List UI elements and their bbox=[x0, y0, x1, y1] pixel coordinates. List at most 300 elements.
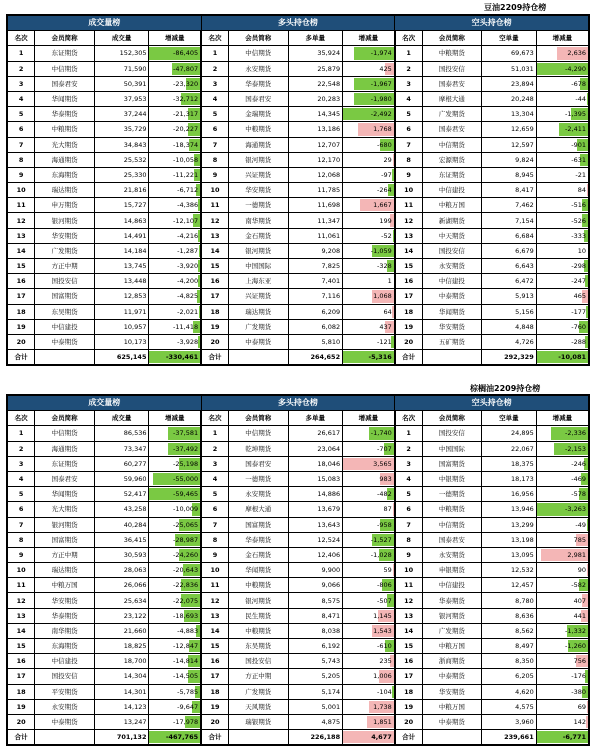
table-row bbox=[8, 228, 589, 243]
change-value: -5,316 bbox=[368, 353, 393, 361]
change-cell bbox=[343, 426, 395, 441]
long-cell: 8,038 bbox=[288, 623, 343, 638]
member-cell: 国泰君安 bbox=[422, 532, 482, 547]
rank-cell: 1 bbox=[201, 426, 228, 441]
change-value: -6,712 bbox=[177, 186, 200, 194]
change-cell bbox=[343, 91, 395, 106]
change-cell bbox=[149, 654, 201, 669]
member-cell: 国泰君安 bbox=[228, 456, 288, 471]
member-cell: 永安期货 bbox=[35, 699, 95, 714]
rank-cell: 17 bbox=[395, 669, 422, 684]
volume-cell: 35,729 bbox=[94, 122, 149, 137]
rank-cell: 10 bbox=[201, 563, 228, 578]
member-cell: 平安期货 bbox=[35, 684, 95, 699]
table-row bbox=[8, 61, 589, 76]
section-title: 成交量榜 bbox=[8, 16, 202, 31]
rank-cell: 20 bbox=[8, 334, 35, 349]
change-value: -28,987 bbox=[173, 536, 200, 544]
table-row bbox=[8, 517, 589, 532]
change-cell bbox=[343, 517, 395, 532]
short-cell: 7,462 bbox=[482, 198, 537, 213]
change-cell bbox=[536, 578, 588, 593]
volume-cell: 11,971 bbox=[94, 304, 149, 319]
change-value: -2,336 bbox=[565, 429, 588, 437]
change-value: -20,643 bbox=[173, 566, 200, 574]
table-row bbox=[8, 608, 589, 623]
table-2-title: 棕榈油2209持仓榜 bbox=[470, 383, 540, 394]
member-cell: 国投安信 bbox=[422, 426, 482, 441]
volume-cell: 86,536 bbox=[94, 426, 149, 441]
member-cell: 国泰君安 bbox=[228, 91, 288, 106]
change-value: -4,825 bbox=[177, 292, 200, 300]
rank-cell: 2 bbox=[395, 61, 422, 76]
rank-cell: 12 bbox=[395, 213, 422, 228]
short-cell: 13,304 bbox=[482, 107, 537, 122]
member-cell: 天风期货 bbox=[228, 699, 288, 714]
long-cell: 5,174 bbox=[288, 684, 343, 699]
change-cell bbox=[343, 228, 395, 243]
change-value: -22,075 bbox=[173, 597, 200, 605]
member-cell: 广发期货 bbox=[35, 243, 95, 258]
member-cell: 华泰期货 bbox=[35, 107, 95, 122]
member-cell: 中信建投 bbox=[422, 183, 482, 198]
volume-cell: 25,330 bbox=[94, 167, 149, 182]
change-cell bbox=[536, 198, 588, 213]
change-value: -578 bbox=[571, 490, 588, 498]
section-title: 成交量榜 bbox=[8, 396, 202, 411]
long-cell: 7,116 bbox=[288, 289, 343, 304]
rank-cell: 11 bbox=[201, 578, 228, 593]
change-cell bbox=[343, 563, 395, 578]
member-cell: 中天期货 bbox=[422, 228, 482, 243]
rank-cell: 12 bbox=[395, 593, 422, 608]
long-cell: 7,401 bbox=[288, 274, 343, 289]
short-cell: 24,895 bbox=[482, 426, 537, 441]
change-cell bbox=[536, 259, 588, 274]
rank-cell: 20 bbox=[201, 714, 228, 729]
member-cell: 华闻期货 bbox=[228, 563, 288, 578]
member-cell: 华安期货 bbox=[228, 183, 288, 198]
change-cell bbox=[149, 122, 201, 137]
long-cell: 14,886 bbox=[288, 487, 343, 502]
member-cell: 中粮期货 bbox=[228, 623, 288, 638]
long-cell: 9,900 bbox=[288, 563, 343, 578]
member-cell: 中国国际 bbox=[228, 259, 288, 274]
change-value: -330,461 bbox=[166, 353, 200, 361]
long-cell: 4,875 bbox=[288, 714, 343, 729]
empty-cell bbox=[228, 730, 288, 745]
section-title: 空头持仓榜 bbox=[395, 16, 589, 31]
change-value: -901 bbox=[571, 141, 588, 149]
change-value: -1,527 bbox=[371, 536, 394, 544]
member-cell: 东海期货 bbox=[35, 639, 95, 654]
member-cell: 申万期货 bbox=[35, 198, 95, 213]
volume-cell: 59,960 bbox=[94, 471, 149, 486]
member-cell: 瑞银期货 bbox=[228, 714, 288, 729]
change-value: -177 bbox=[571, 308, 588, 316]
section-title: 多头持仓榜 bbox=[201, 396, 395, 411]
change-cell bbox=[343, 639, 395, 654]
short-cell: 4,575 bbox=[482, 699, 537, 714]
change-value: -2,021 bbox=[177, 308, 200, 316]
table-row bbox=[8, 639, 589, 654]
change-cell bbox=[149, 487, 201, 502]
volume-cell: 50,391 bbox=[94, 76, 149, 91]
change-cell bbox=[343, 654, 395, 669]
rank-cell: 3 bbox=[201, 76, 228, 91]
member-cell: 中信期货 bbox=[228, 46, 288, 61]
member-cell: 银河期货 bbox=[228, 243, 288, 258]
change-value: -1,395 bbox=[565, 110, 588, 118]
member-cell: 海通期货 bbox=[228, 137, 288, 152]
change-value: -52 bbox=[381, 232, 394, 240]
change-cell bbox=[536, 593, 588, 608]
rank-cell: 15 bbox=[201, 639, 228, 654]
ranking-table-2 bbox=[6, 394, 590, 746]
rank-cell: 5 bbox=[395, 107, 422, 122]
change-cell bbox=[149, 167, 201, 182]
member-cell: 金瑞期货 bbox=[228, 107, 288, 122]
long-cell: 18,046 bbox=[288, 456, 343, 471]
total-row bbox=[8, 730, 589, 745]
change-value: 1 bbox=[388, 277, 394, 285]
rank-cell: 11 bbox=[8, 578, 35, 593]
long-cell: 26,617 bbox=[288, 426, 343, 441]
change-cell bbox=[536, 608, 588, 623]
member-cell: 国泰君安 bbox=[35, 76, 95, 91]
long-cell: 9,208 bbox=[288, 243, 343, 258]
change-value: -516 bbox=[571, 201, 588, 209]
short-cell: 13,946 bbox=[482, 502, 537, 517]
member-cell: 华闻期货 bbox=[35, 487, 95, 502]
rank-cell: 7 bbox=[201, 137, 228, 152]
change-cell bbox=[536, 183, 588, 198]
total-label: 合计 bbox=[395, 350, 422, 365]
long-cell: 35,924 bbox=[288, 46, 343, 61]
short-cell: 6,684 bbox=[482, 228, 537, 243]
rank-cell: 2 bbox=[201, 61, 228, 76]
short-cell: 12,532 bbox=[482, 563, 537, 578]
rank-cell: 11 bbox=[8, 198, 35, 213]
change-value: -10,009 bbox=[173, 505, 200, 513]
short-cell: 4,620 bbox=[482, 684, 537, 699]
change-cell bbox=[343, 183, 395, 198]
volume-cell: 34,843 bbox=[94, 137, 149, 152]
rank-cell: 1 bbox=[201, 46, 228, 61]
change-value: 4,677 bbox=[371, 733, 394, 741]
change-cell bbox=[343, 259, 395, 274]
volume-cell: 14,863 bbox=[94, 213, 149, 228]
change-cell bbox=[536, 730, 588, 745]
table-row bbox=[8, 152, 589, 167]
short-cell: 4,726 bbox=[482, 334, 537, 349]
rank-cell: 12 bbox=[8, 593, 35, 608]
rank-cell: 12 bbox=[201, 213, 228, 228]
table-1-title: 豆油2209持仓榜 bbox=[484, 2, 546, 13]
table-row bbox=[8, 198, 589, 213]
rank-cell: 9 bbox=[395, 547, 422, 562]
change-cell bbox=[536, 91, 588, 106]
member-cell: 中泰期货 bbox=[422, 669, 482, 684]
change-cell bbox=[149, 152, 201, 167]
short-cell: 12,457 bbox=[482, 578, 537, 593]
member-cell: 南华期货 bbox=[35, 623, 95, 638]
short-cell: 3,960 bbox=[482, 714, 537, 729]
change-value: -507 bbox=[377, 597, 394, 605]
change-cell bbox=[536, 334, 588, 349]
member-cell: 中泰期货 bbox=[228, 334, 288, 349]
short-cell: 69,673 bbox=[482, 46, 537, 61]
rank-cell: 13 bbox=[395, 228, 422, 243]
rank-cell: 3 bbox=[201, 456, 228, 471]
member-cell: 一德期货 bbox=[422, 487, 482, 502]
change-cell bbox=[343, 456, 395, 471]
rank-cell: 4 bbox=[8, 471, 35, 486]
rank-cell: 8 bbox=[201, 152, 228, 167]
short-cell: 8,780 bbox=[482, 593, 537, 608]
rank-cell: 6 bbox=[8, 122, 35, 137]
change-value: -5,785 bbox=[177, 688, 200, 696]
change-cell bbox=[149, 61, 201, 76]
change-value: 10 bbox=[578, 247, 588, 255]
change-cell bbox=[149, 517, 201, 532]
change-cell bbox=[149, 714, 201, 729]
rank-cell: 7 bbox=[8, 517, 35, 532]
volume-cell: 36,415 bbox=[94, 532, 149, 547]
rank-cell: 16 bbox=[201, 654, 228, 669]
change-cell bbox=[343, 532, 395, 547]
change-cell bbox=[149, 304, 201, 319]
rank-cell: 19 bbox=[8, 319, 35, 334]
table-row bbox=[8, 183, 589, 198]
change-cell bbox=[536, 547, 588, 562]
change-value: 1,006 bbox=[373, 672, 394, 680]
rank-cell: 17 bbox=[8, 669, 35, 684]
member-cell: 兴证期货 bbox=[228, 289, 288, 304]
change-cell bbox=[536, 471, 588, 486]
rank-cell: 5 bbox=[395, 487, 422, 502]
change-cell bbox=[536, 76, 588, 91]
empty-cell bbox=[422, 350, 482, 365]
short-cell: 6,643 bbox=[482, 259, 537, 274]
change-value: -3,920 bbox=[177, 262, 200, 270]
member-cell: 方正中期 bbox=[228, 669, 288, 684]
change-cell bbox=[536, 243, 588, 258]
change-value: 407 bbox=[574, 597, 588, 605]
member-cell: 民生期货 bbox=[228, 608, 288, 623]
long-cell: 14,345 bbox=[288, 107, 343, 122]
rank-cell: 18 bbox=[395, 684, 422, 699]
change-value: -1,967 bbox=[371, 80, 394, 88]
change-cell bbox=[536, 654, 588, 669]
member-header: 会员简称 bbox=[422, 411, 482, 426]
rank-header: 名次 bbox=[8, 411, 35, 426]
volume-header: 成交量 bbox=[94, 411, 149, 426]
rank-cell: 1 bbox=[8, 46, 35, 61]
change-value: -526 bbox=[571, 217, 588, 225]
change-cell bbox=[536, 517, 588, 532]
empty-cell bbox=[35, 730, 95, 745]
table-row bbox=[8, 456, 589, 471]
short-cell: 8,945 bbox=[482, 167, 537, 182]
section-header-row bbox=[8, 16, 589, 31]
member-cell: 摩根大通 bbox=[422, 91, 482, 106]
rank-cell: 13 bbox=[8, 228, 35, 243]
change-header: 增减量 bbox=[536, 411, 588, 426]
rank-cell: 6 bbox=[395, 502, 422, 517]
change-value: 425 bbox=[379, 65, 393, 73]
change-value: -86,405 bbox=[173, 49, 200, 57]
change-cell bbox=[536, 228, 588, 243]
rank-cell: 14 bbox=[395, 623, 422, 638]
rank-cell: 8 bbox=[395, 152, 422, 167]
member-header: 会员简称 bbox=[35, 411, 95, 426]
empty-cell bbox=[422, 730, 482, 745]
table-row bbox=[8, 578, 589, 593]
change-cell bbox=[536, 426, 588, 441]
change-cell bbox=[536, 714, 588, 729]
change-value: 235 bbox=[379, 657, 393, 665]
change-value: -2,411 bbox=[565, 125, 588, 133]
short-cell: 8,636 bbox=[482, 608, 537, 623]
change-value: -47,807 bbox=[173, 65, 200, 73]
member-cell: 中粮期货 bbox=[228, 578, 288, 593]
change-value: 199 bbox=[379, 217, 393, 225]
long-cell: 9,066 bbox=[288, 578, 343, 593]
rank-cell: 18 bbox=[8, 684, 35, 699]
member-cell: 中银期货 bbox=[422, 471, 482, 486]
change-cell bbox=[343, 578, 395, 593]
rank-cell: 5 bbox=[201, 107, 228, 122]
member-cell: 光大期货 bbox=[35, 502, 95, 517]
rank-cell: 16 bbox=[395, 274, 422, 289]
rank-cell: 9 bbox=[8, 167, 35, 182]
member-cell: 方正中期 bbox=[35, 547, 95, 562]
rank-cell: 6 bbox=[201, 122, 228, 137]
rank-cell: 4 bbox=[395, 471, 422, 486]
section-title: 空头持仓榜 bbox=[395, 396, 589, 411]
change-value: -298 bbox=[571, 262, 588, 270]
change-cell bbox=[149, 669, 201, 684]
rank-cell: 12 bbox=[201, 593, 228, 608]
member-cell: 国富期货 bbox=[228, 517, 288, 532]
member-cell: 广发期货 bbox=[422, 107, 482, 122]
change-value: 2,636 bbox=[567, 49, 588, 57]
change-cell bbox=[149, 76, 201, 91]
rank-cell: 2 bbox=[395, 441, 422, 456]
long-cell: 5,205 bbox=[288, 669, 343, 684]
member-header: 会员简称 bbox=[422, 31, 482, 46]
short-cell: 7,154 bbox=[482, 213, 537, 228]
member-cell: 中粮万国 bbox=[422, 699, 482, 714]
volume-cell: 14,123 bbox=[94, 699, 149, 714]
rank-cell: 19 bbox=[201, 319, 228, 334]
rank-cell: 10 bbox=[395, 563, 422, 578]
volume-cell: 13,745 bbox=[94, 259, 149, 274]
change-cell bbox=[149, 259, 201, 274]
member-cell: 华安期货 bbox=[35, 593, 95, 608]
rank-cell: 3 bbox=[8, 456, 35, 471]
total-volume: 625,145 bbox=[94, 350, 149, 365]
short-cell: 8,497 bbox=[482, 639, 537, 654]
table-row bbox=[8, 213, 589, 228]
member-cell: 东海期货 bbox=[35, 167, 95, 182]
change-value: 437 bbox=[379, 323, 393, 331]
member-cell: 东吴期货 bbox=[228, 639, 288, 654]
change-value: 983 bbox=[379, 475, 393, 483]
volume-cell: 15,727 bbox=[94, 198, 149, 213]
change-value: 756 bbox=[574, 657, 588, 665]
long-cell: 20,283 bbox=[288, 91, 343, 106]
rank-header: 名次 bbox=[8, 31, 35, 46]
change-value: -1,974 bbox=[371, 49, 394, 57]
short-cell: 13,198 bbox=[482, 532, 537, 547]
volume-cell: 13,448 bbox=[94, 274, 149, 289]
short-cell: 6,472 bbox=[482, 274, 537, 289]
change-cell bbox=[343, 334, 395, 349]
change-cell bbox=[343, 350, 395, 365]
change-value: -24,260 bbox=[173, 551, 200, 559]
member-cell: 中泰期货 bbox=[422, 289, 482, 304]
change-cell bbox=[343, 122, 395, 137]
change-value: 3,565 bbox=[373, 460, 394, 468]
rank-cell: 5 bbox=[8, 487, 35, 502]
rank-cell: 3 bbox=[395, 456, 422, 471]
long-cell: 11,061 bbox=[288, 228, 343, 243]
rank-cell: 16 bbox=[395, 654, 422, 669]
member-cell: 华泰期货 bbox=[422, 593, 482, 608]
change-value: -59,465 bbox=[173, 490, 200, 498]
short-cell: 18,173 bbox=[482, 471, 537, 486]
change-value: 84 bbox=[578, 186, 588, 194]
change-value: -37,581 bbox=[173, 429, 200, 437]
rank-cell: 16 bbox=[8, 274, 35, 289]
member-cell: 兴证期货 bbox=[228, 167, 288, 182]
change-cell bbox=[343, 46, 395, 61]
member-cell: 中国国际 bbox=[422, 441, 482, 456]
member-cell: 广发期货 bbox=[422, 623, 482, 638]
total-label: 合计 bbox=[395, 730, 422, 745]
member-cell: 银河期货 bbox=[35, 213, 95, 228]
long-cell: 8,471 bbox=[288, 608, 343, 623]
member-cell: 银河期货 bbox=[228, 152, 288, 167]
change-cell bbox=[536, 441, 588, 456]
short-cell: 16,956 bbox=[482, 487, 537, 502]
member-cell: 东证期货 bbox=[35, 46, 95, 61]
member-cell: 国泰君安 bbox=[35, 471, 95, 486]
short-cell: 8,350 bbox=[482, 654, 537, 669]
member-cell: 中泰期货 bbox=[35, 334, 95, 349]
change-value: -1,332 bbox=[565, 627, 588, 635]
member-cell: 华闻期货 bbox=[422, 304, 482, 319]
change-value: -678 bbox=[571, 80, 588, 88]
short-cell: 13,299 bbox=[482, 517, 537, 532]
rank-cell: 17 bbox=[395, 289, 422, 304]
change-cell bbox=[149, 441, 201, 456]
member-cell: 永安期货 bbox=[422, 259, 482, 274]
change-cell bbox=[149, 137, 201, 152]
total-long: 264,652 bbox=[288, 350, 343, 365]
change-value: -37,492 bbox=[173, 445, 200, 453]
change-cell bbox=[149, 730, 201, 745]
change-value: -246 bbox=[571, 460, 588, 468]
table-row bbox=[8, 441, 589, 456]
volume-cell: 14,301 bbox=[94, 684, 149, 699]
member-cell: 乾坤期货 bbox=[228, 441, 288, 456]
volume-cell: 14,184 bbox=[94, 243, 149, 258]
change-value: 1,543 bbox=[373, 627, 394, 635]
change-cell bbox=[343, 274, 395, 289]
